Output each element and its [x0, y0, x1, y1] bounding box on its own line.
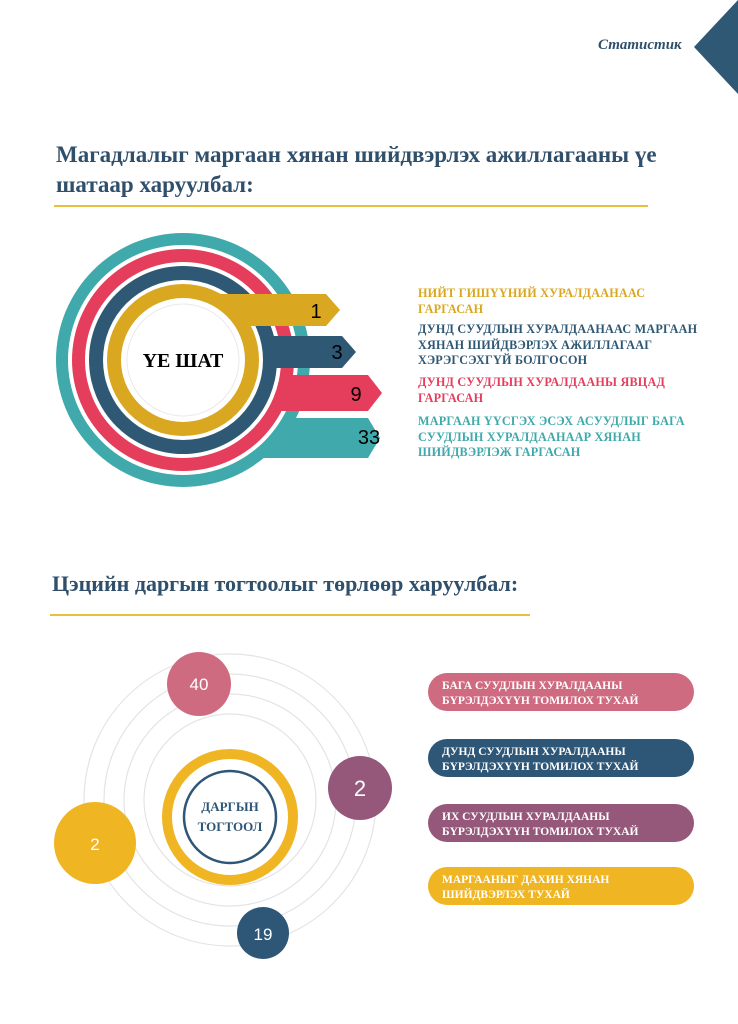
- bubble-value-4: 2: [90, 835, 100, 854]
- stage-value-2: 3: [331, 342, 343, 364]
- center-line1: ДАРГЫН: [201, 799, 259, 814]
- stage-value-4: 33: [357, 427, 381, 449]
- title-underline-2: [50, 614, 530, 616]
- corner-decoration: [694, 0, 738, 94]
- legend-line: ИХ СУУДЛЫН ХУРАЛДААНЫ: [442, 811, 610, 823]
- legend-line: БҮРЭЛДЭХҮҮН ТОМИЛОХ ТУХАЙ: [442, 826, 639, 838]
- legend-line: ШИЙДВЭРЛЭХ ТУХАЙ: [442, 889, 570, 901]
- legend-pill-large-court: [428, 804, 694, 842]
- legend-pill-small-court: [428, 673, 694, 711]
- bubble-value-1: 40: [189, 675, 209, 694]
- legend-line: ДУНД СУУДЛЫН ХУРАЛДААНЫ: [442, 746, 626, 758]
- stage-label-3: ДУНД СУУДЛЫН ХУРАЛДААНЫ ЯВЦАД ГАРГАСАН: [418, 375, 666, 405]
- legend-pill-medium-court: [428, 739, 694, 777]
- bubble-value-2: 19: [253, 925, 273, 944]
- stages-title: Магадлалыг маргаан хянан шийдвэрлэх ажиллагааны үе шатаар харуулбал:: [56, 142, 657, 197]
- legend-pill-review: [428, 867, 694, 905]
- stage-label-2: ДУНД СУУДЛЫН ХУРАЛДААНААС МАРГААН ХЯНАН ШИЙДВЭРЛЭХ АЖИЛЛАГААГ ХЭРЭГСЭХГҮЙ БОЛГОСОН: [418, 322, 698, 367]
- legend-line: БҮРЭЛДЭХҮҮН ТОМИЛОХ ТУХАЙ: [442, 761, 639, 773]
- legend-line: БАГА СУУДЛЫН ХУРАЛДААНЫ: [442, 680, 623, 692]
- legend-line: БҮРЭЛДЭХҮҮН ТОМИЛОХ ТУХАЙ: [442, 695, 639, 707]
- section-label: Статистик: [598, 37, 682, 53]
- legend-line: МАРГААНЫГ ДАХИН ХЯНАН: [442, 874, 610, 886]
- stage-value-3: 9: [350, 384, 362, 406]
- stages-chart: [50, 228, 390, 498]
- center-line2: ТОГТООЛ: [197, 819, 263, 834]
- center-label: ҮЕ ШАТ: [142, 350, 224, 372]
- stage-label-1: НИЙТ ГИШҮҮНИЙ ХУРАЛДААНААС ГАРГАСАН: [418, 286, 646, 316]
- center-inner: [184, 771, 276, 863]
- stage-label-4: МАРГААН ҮҮСГЭХ ЭСЭХ АСУУДЛЫГ БАГА СУУДЛЫН ХУРАЛДААНААР ХЯНАН ШИЙДВЭРЛЭЖ ГАРГАСАН: [418, 414, 685, 459]
- title-underline: [54, 205, 648, 207]
- decisions-chart: [40, 645, 400, 970]
- bubble-value-3: 2: [353, 776, 367, 801]
- stage-value-1: 1: [310, 301, 322, 323]
- decisions-title: Цэцийн даргын тогтоолыг төрлөөр харуулбал:: [52, 571, 519, 596]
